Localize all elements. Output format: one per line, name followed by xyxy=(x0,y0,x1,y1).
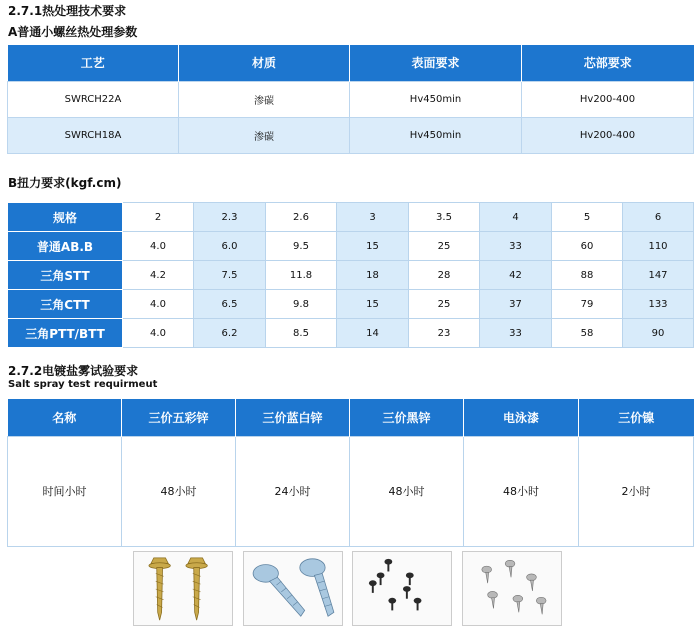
table-cell: 渗碳 xyxy=(179,81,350,117)
column-header: 三价五彩锌 xyxy=(122,399,236,436)
column-header-material: 材质 xyxy=(179,45,350,81)
table-cell: 33 xyxy=(480,319,552,348)
table-cell: 4.0 xyxy=(123,290,194,319)
table-header-row xyxy=(8,399,694,436)
table-cell: 5 xyxy=(552,203,623,232)
column-header: 三价黑锌 xyxy=(350,399,464,436)
table-cell: 48小时 xyxy=(350,436,464,546)
table-cell: 6.0 xyxy=(194,232,266,261)
table-cell: 60 xyxy=(552,232,623,261)
table-cell: 48小时 xyxy=(464,436,579,546)
table-row xyxy=(8,261,694,290)
column-header: 三价镍 xyxy=(579,399,694,436)
table-cell: 42 xyxy=(480,261,552,290)
column-header-core: 芯部要求 xyxy=(522,45,694,81)
table-cell: 4.2 xyxy=(123,261,194,290)
table-row xyxy=(8,117,694,153)
section1-title: 2.7.1热处理技术要求 xyxy=(8,4,127,18)
table-cell: 58 xyxy=(552,319,623,348)
table-cell: 48小时 xyxy=(122,436,236,546)
table-row xyxy=(8,232,694,261)
table-header-row xyxy=(8,45,694,81)
table-cell: 3 xyxy=(337,203,409,232)
table-cell: Hv450min xyxy=(350,81,522,117)
section2-title: B扭力要求(kgf.cm) xyxy=(8,176,122,190)
table-cell: 6.5 xyxy=(194,290,266,319)
table-cell: 9.5 xyxy=(266,232,337,261)
table-cell: 7.5 xyxy=(194,261,266,290)
salt-spray-table xyxy=(7,399,694,547)
table-cell: 79 xyxy=(552,290,623,319)
photo-yellow-zinc-screws xyxy=(133,551,233,626)
row-header-cell: 三角CTT xyxy=(8,290,123,319)
table-cell: 2.3 xyxy=(194,203,266,232)
table-row xyxy=(8,290,694,319)
row-header-cell: 三角STT xyxy=(8,261,123,290)
table-cell: 33 xyxy=(480,232,552,261)
table-cell: 3.5 xyxy=(409,203,480,232)
table-cell: 2.6 xyxy=(266,203,337,232)
table-row xyxy=(8,436,694,546)
table-cell: 11.8 xyxy=(266,261,337,290)
table-cell: 133 xyxy=(623,290,694,319)
table-cell: 6.2 xyxy=(194,319,266,348)
table-cell: Hv450min xyxy=(350,117,522,153)
table-cell: 14 xyxy=(337,319,409,348)
section3-title: 2.7.2电镀盐雾试验要求 xyxy=(8,364,139,378)
pan-head-screw-blue-white-zinc-icon xyxy=(244,552,342,625)
column-header-surface: 表面要求 xyxy=(350,45,522,81)
table-cell: 15 xyxy=(337,232,409,261)
table-row xyxy=(8,319,694,348)
black-zinc-screws-icon xyxy=(353,552,451,625)
table-cell: 渗碳 xyxy=(179,117,350,153)
table-cell: 4 xyxy=(480,203,552,232)
table-cell: 18 xyxy=(337,261,409,290)
table-cell: 88 xyxy=(552,261,623,290)
nickel-tapping-screws-icon xyxy=(463,552,561,625)
table-cell: 时间小时 xyxy=(8,436,122,546)
table-cell: 25 xyxy=(409,232,480,261)
table-cell: 9.8 xyxy=(266,290,337,319)
row-header-cell: 规格 xyxy=(8,203,123,232)
table-row xyxy=(8,81,694,117)
photo-nickel-screws xyxy=(462,551,562,626)
column-header: 三价蓝白锌 xyxy=(236,399,350,436)
column-header-process: 工艺 xyxy=(8,45,179,81)
row-header-cell: 普通AB.B xyxy=(8,232,123,261)
section1-subtitle: A普通小螺丝热处理参数 xyxy=(8,25,138,39)
section3-subtitle: Salt spray test requirmeut xyxy=(8,379,158,390)
table-cell: 6 xyxy=(623,203,694,232)
table-cell: 4.0 xyxy=(123,319,194,348)
table-cell: 23 xyxy=(409,319,480,348)
table-cell: 2小时 xyxy=(579,436,694,546)
table-cell: 8.5 xyxy=(266,319,337,348)
table-cell: 15 xyxy=(337,290,409,319)
table-cell: 37 xyxy=(480,290,552,319)
torque-table xyxy=(7,202,694,348)
table-cell: 4.0 xyxy=(123,232,194,261)
table-cell: 28 xyxy=(409,261,480,290)
photo-black-zinc-screws xyxy=(352,551,452,626)
table-cell: 25 xyxy=(409,290,480,319)
table-row xyxy=(8,203,694,232)
table-cell: 147 xyxy=(623,261,694,290)
table-cell: Hv200-400 xyxy=(522,81,694,117)
table-cell: 24小时 xyxy=(236,436,350,546)
hex-head-screw-yellow-zinc-icon xyxy=(134,552,232,625)
row-header-cell: 三角PTT/BTT xyxy=(8,319,123,348)
column-header: 电泳漆 xyxy=(464,399,579,436)
table-cell: SWRCH18A xyxy=(8,117,179,153)
heat-treatment-table xyxy=(7,45,694,154)
table-cell: 2 xyxy=(123,203,194,232)
photo-blue-white-zinc-screws xyxy=(243,551,343,626)
table-cell: 90 xyxy=(623,319,694,348)
table-cell: Hv200-400 xyxy=(522,117,694,153)
table-cell: 110 xyxy=(623,232,694,261)
table-cell: SWRCH22A xyxy=(8,81,179,117)
column-header: 名称 xyxy=(8,399,122,436)
